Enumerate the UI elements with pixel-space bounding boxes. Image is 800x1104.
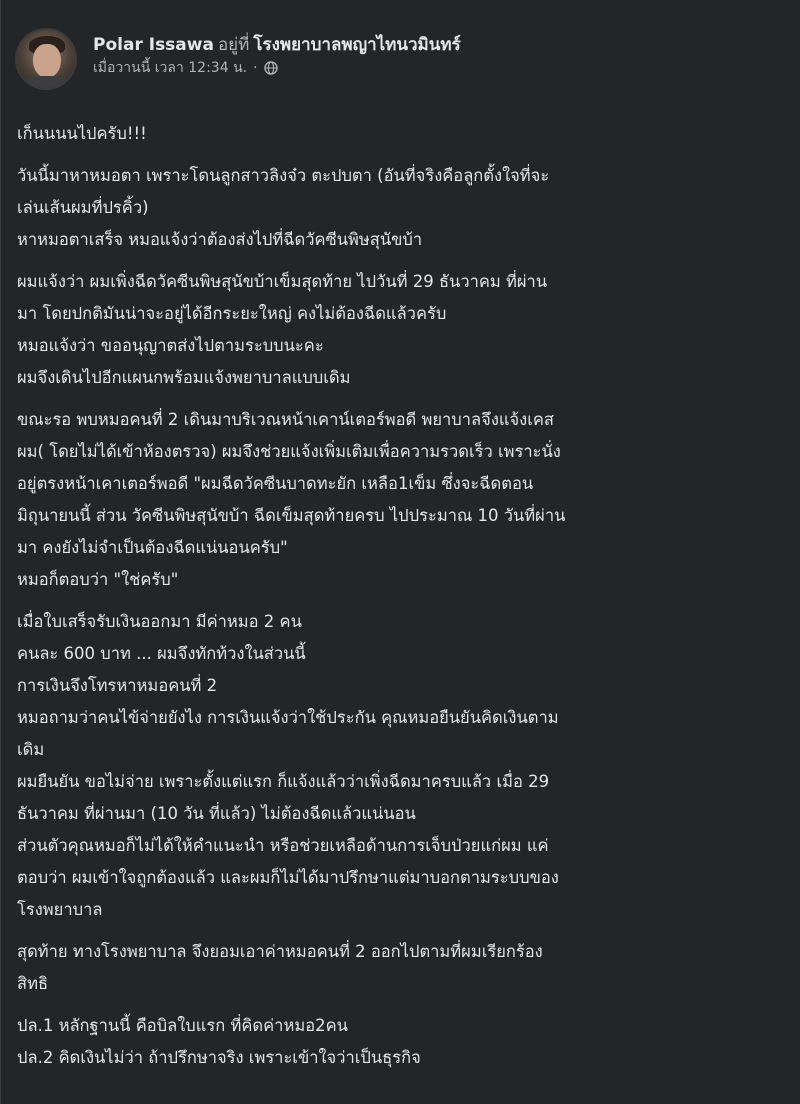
post-text-line: เดิม bbox=[17, 740, 45, 759]
post-text-line: ผม( โดยไม่ได้เข้าห้องตรวจ) ผมจึงช่วยแจ้งเพิ่มเติมเพื่อความรวดเร็ว เพราะนั่ง bbox=[17, 442, 561, 461]
meta-separator: · bbox=[253, 60, 258, 76]
post-text-line: การเงินจึงโทรหาหมอคนที่ 2 bbox=[17, 676, 218, 695]
post-title-line bbox=[93, 34, 461, 56]
post-paragraph bbox=[17, 404, 787, 596]
post-text-line: เล่นเส้นผมที่ปรคิ้ว) bbox=[17, 198, 149, 217]
post-text-line: โรงพยาบาล bbox=[17, 900, 103, 919]
post-text-line: เมื่อใบเสร็จรับเงินออกมา มีค่าหมอ 2 คน bbox=[17, 612, 302, 631]
post-text-line: มา โดยปกติมันน่าจะอยู่ได้อีกระยะใหญ่ คงไม่ต้องฉีดแล้วครับ bbox=[17, 304, 447, 323]
post-paragraph bbox=[17, 118, 787, 150]
post-text-line: ผมจึงเดินไปอีกแผนกพร้อมแจ้งพยาบาลแบบเดิม bbox=[17, 368, 351, 387]
post-text-line: เก็นนนนไปครับ!!! bbox=[17, 124, 147, 143]
post-paragraph bbox=[17, 1010, 787, 1074]
post-text-line: ส่วนตัวคุณหมอก็ไม่ได้ให้คำแนะนำ หรือช่วยเหลือด้านการเจ็บป่วยแก่ผม แค่ bbox=[17, 836, 549, 855]
post-paragraph bbox=[17, 266, 787, 394]
post-text-line: คนละ 600 บาท ... ผมจึงทักท้วงในส่วนนี้ bbox=[17, 644, 306, 663]
post-text-line: มิถุนายนนี้ ส่วน วัคซีนพิษสุนัขบ้า ฉีดเข็มสุดท้ายครบ ไปประมาณ 10 วันที่ผ่าน bbox=[17, 506, 566, 525]
post-text-line: อยู่ตรงหน้าเคาเตอร์พอดี "ผมฉีดวัคซีนบาดทะยัก เหลือ1เข็ม ซึ่งจะฉีดตอน bbox=[17, 474, 534, 493]
post-paragraph bbox=[17, 606, 787, 926]
globe-icon[interactable] bbox=[264, 61, 278, 75]
location-link[interactable]: โรงพยาบาลพญาไทนวมินทร์ bbox=[253, 35, 461, 55]
at-label: อยู่ที่ bbox=[217, 35, 250, 55]
post-text-line: ปล.1 หลักฐานนี้ คือบิลใบแรก ที่คิดค่าหมอ2คน bbox=[17, 1016, 348, 1035]
author-avatar[interactable] bbox=[15, 28, 77, 90]
post-text-line: หมอก็ตอบว่า "ใช่ครับ" bbox=[17, 570, 179, 589]
post-text-line: ขณะรอ พบหมอคนที่ 2 เดินมาบริเวณหน้าเคาน์เตอร์พอดี พยาบาลจึงแจ้งเคส bbox=[17, 410, 554, 429]
post-text-line: หาหมอตาเสร็จ หมอแจ้งว่าต้องส่งไปที่ฉีดวัคซีนพิษสุนัขบ้า bbox=[17, 230, 423, 249]
post-timestamp-link[interactable]: เมื่อวานนี้ เวลา 12:34 น. bbox=[93, 60, 248, 76]
post-header bbox=[15, 28, 461, 90]
post-text-line: สิทธิ bbox=[17, 974, 49, 993]
post-text-line: ตอบว่า ผมเข้าใจถูกต้องแล้ว และผมก็ไม่ได้มาปรึกษาแต่มาบอกตามระบบของ bbox=[17, 868, 559, 887]
author-name-link[interactable]: Polar Issawa bbox=[93, 35, 214, 55]
post-paragraph bbox=[17, 160, 787, 256]
post-text-line: ผมยืนยัน ขอไม่จ่าย เพราะตั้งแต่แรก ก็แจ้งแล้วว่าเพิ่งฉีดมาครบแล้ว เมื่อ 29 bbox=[17, 772, 550, 791]
post-meta bbox=[93, 59, 461, 77]
post-text-line: ธันวาคม ที่ผ่านมา (10 วัน ที่แล้ว) ไม่ต้องฉีดแล้วแน่นอน bbox=[17, 804, 416, 823]
post-text-line: ปล.2 คิดเงินไม่ว่า ถ้าปรึกษาจริง เพราะเข้าใจว่าเป็นธุรกิจ bbox=[17, 1048, 421, 1067]
post-header-text bbox=[93, 34, 461, 77]
post-text-line: มา คงยังไม่จำเป็นต้องฉีดแน่นอนครับ" bbox=[17, 538, 288, 557]
post-text-line: วันนี้มาหาหมอตา เพราะโดนลูกสาวลิงจ๋ว ตะปบตา (อันที่จริงคือลูกตั้งใจที่จะ bbox=[17, 166, 550, 185]
post-text-line: หมอถามว่าคนไข้จ่ายยังไง การเงินแจ้งว่าใช้ประกัน คุณหมอยืนยันคิดเงินตาม bbox=[17, 708, 559, 727]
post-paragraph bbox=[17, 936, 787, 1000]
post-text-line: ผมแจ้งว่า ผมเพิ่งฉีดวัคซีนพิษสุนัขบ้าเข็มสุดท้าย ไปวันที่ 29 ธันวาคม ที่ผ่าน bbox=[17, 272, 548, 291]
post-body bbox=[17, 118, 787, 1084]
post-text-line: หมอแจ้งว่า ขออนุญาตส่งไปตามระบบนะคะ bbox=[17, 336, 324, 355]
post-text-line: สุดท้าย ทางโรงพยาบาล จึงยอมเอาค่าหมอคนที่ 2 ออกไปตามที่ผมเรียกร้อง bbox=[17, 942, 543, 961]
